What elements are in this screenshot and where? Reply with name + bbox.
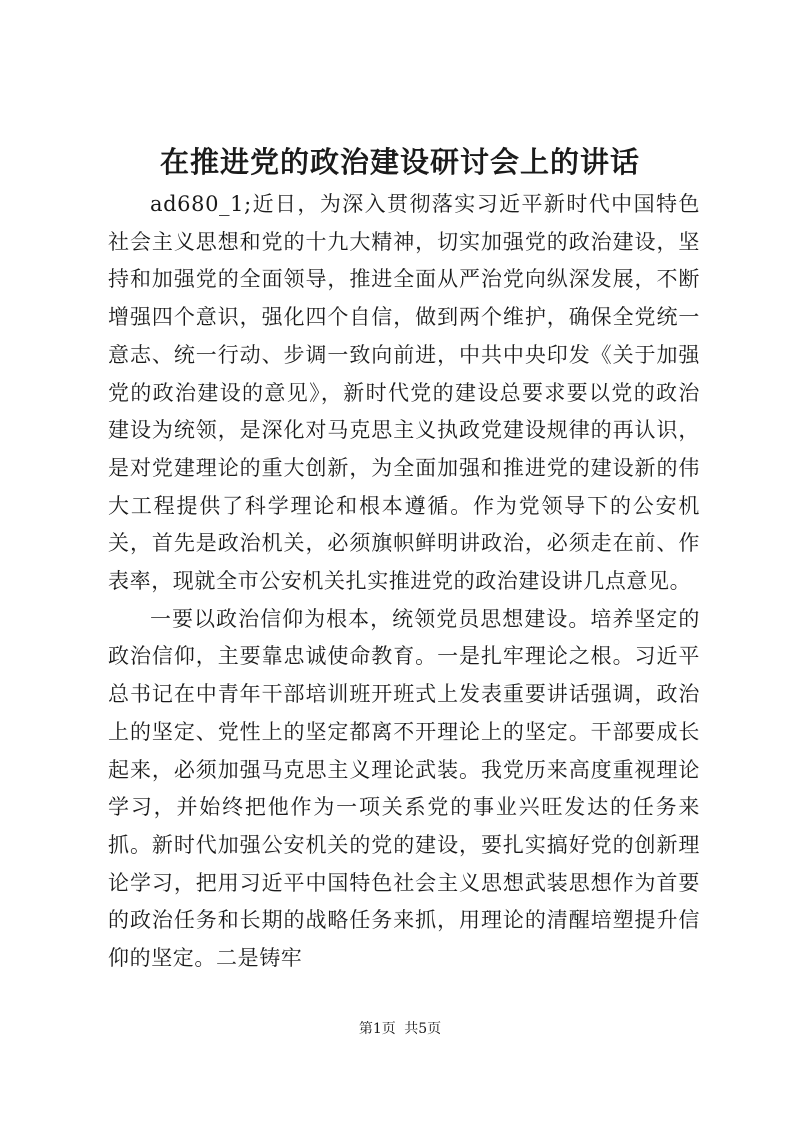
paragraph-political-belief: 一要以政治信仰为根本，统领党员思想建设。培养坚定的政治信仰，主要靠忠诚使命教育。一是扎牢理论之根。习近平总书记在中青年干部培训班开班式上发表重要讲话强调，政治上的坚定、党性上的坚定都离不开理论上的坚定。干部要成长起来，必须加强马克思主义理论武装。我党历来高度重视理论学习，并始终把他作为一项关系党的事业兴旺发达的任务来抓。新时代加强公安机关的党的建设，要扎实搞好党的创新理论学习，把用习近平中国特色社会主义思想武装思想作为首要的政治任务和长期的战略任务来抓，用理论的清醒培塑提升信仰的坚定。二是铸牢 xyxy=(108,606,700,971)
document-body xyxy=(108,186,700,978)
document-title: 在推进党的政治建设研讨会上的讲话 xyxy=(159,145,640,179)
page-footer xyxy=(0,1019,800,1039)
page-number: 第1页 xyxy=(358,1021,396,1037)
paragraph-intro: ad680_1;近日，为深入贯彻落实习近平新时代中国特色社会主义思想和党的十九大精神，切实加强党的政治建设，坚持和加强党的全面领导，推进全面从严治党向纵深发展，不断增强四个意识，强化四个自信，做到两个维护，确保全党统一意志、统一行动、步调一致向前进，中共中央印发《关于加强党的政治建设的意见》，新时代党的建设总要求要以党的政治建设为统领，是深化对马克思主义执政党建设规律的再认识，是对党建理论的重大创新，为全面加强和推进党的建设新的伟大工程提供了科学理论和根本遵循。作为党领导下的公安机关，首先是政治机关，必须旗帜鲜明讲政治，必须走在前、作表率，现就全市公安机关扎实推进党的政治建设讲几点意见。 xyxy=(108,192,700,594)
total-pages: 共5页 xyxy=(404,1021,442,1037)
